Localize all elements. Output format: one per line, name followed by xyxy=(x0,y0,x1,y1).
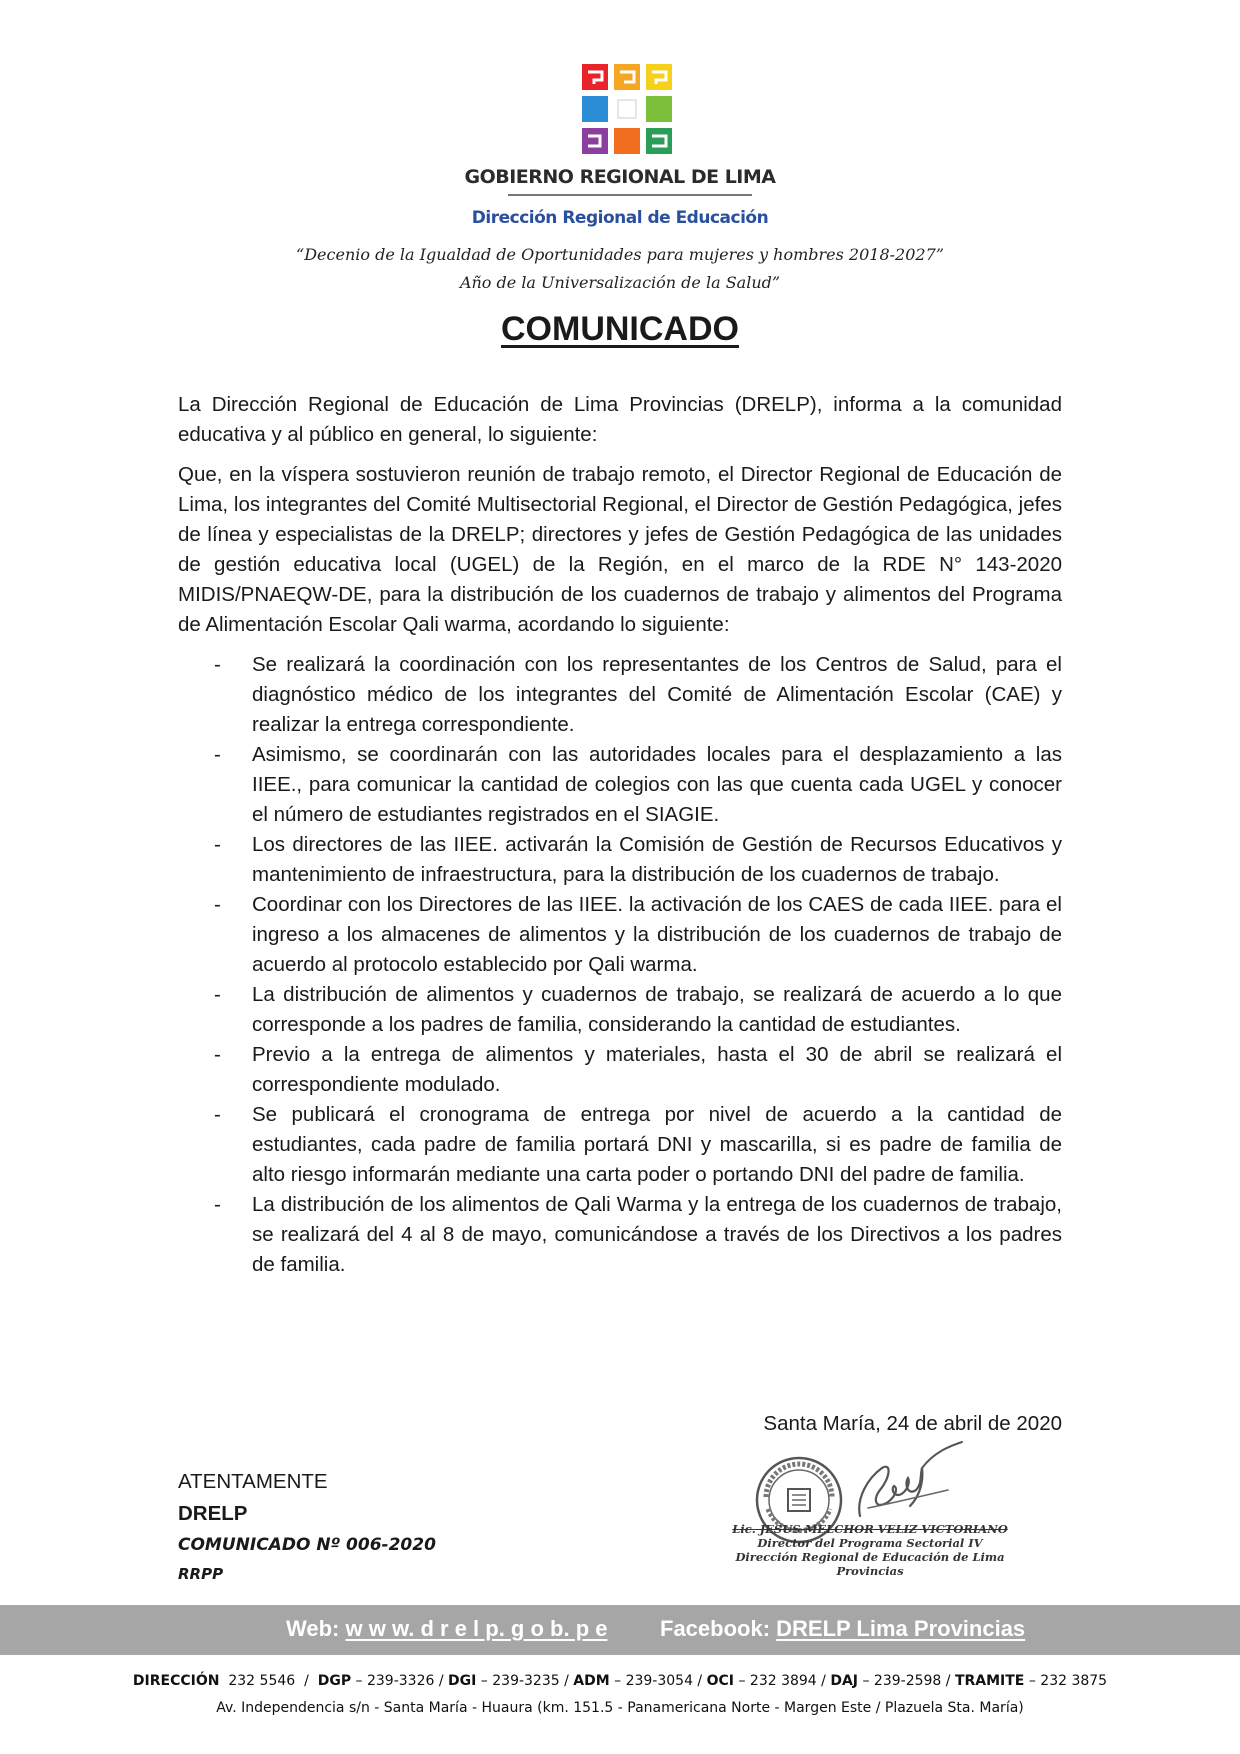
handwritten-signature-icon xyxy=(838,1438,968,1530)
organization-subtitle: Dirección Regional de Educación xyxy=(471,208,769,228)
logo-mosaic-icon xyxy=(582,64,672,154)
bullet-dash: - xyxy=(214,1193,221,1216)
bullet-dash: - xyxy=(214,983,221,1006)
divider xyxy=(508,194,752,196)
signatory-block xyxy=(700,1522,1040,1578)
bullet-dash: - xyxy=(214,653,221,676)
bullet-dash: - xyxy=(214,893,221,916)
phone-directory: DIRECCIÓN 232 5546 / DGP – 239-3326 / DGI – 239-3235 / ADM – 239-3054 / OCI – 232 3894 / DAJ – 239-2598 / TRAMITE – 232 3875 xyxy=(132,1673,1108,1689)
logo-tile xyxy=(582,96,608,122)
list-item: - La distribución de alimentos y cuadernos de trabajo, se realizará de acuerdo a lo que corresponde a los padres de familia, considerando la cantidad de estudiantes. xyxy=(178,980,1062,1040)
web-label: Web: xyxy=(286,1616,340,1641)
intro-paragraph: La Dirección Regional de Educación de Lima Provincias (DRELP), informa a la comunidad educativa y al público en general, lo siguiente: xyxy=(178,393,1062,446)
bullet-dash: - xyxy=(214,743,221,766)
list-item: - Asimismo, se coordinarán con las autoridades locales para el desplazamiento a las IIEE., para comunicar la cantidad de colegios con las que cuenta cada UGEL y conocer el número de estudiantes registrados en el SIAGIE. xyxy=(178,740,1062,830)
regional-government-logo xyxy=(578,60,678,160)
bullet-dash: - xyxy=(214,833,221,856)
list-item: - Se publicará el cronograma de entrega por nivel de acuerdo a la cantidad de estudiantes, cada padre de familia portará DNI y mascarilla, si es padre de familia de alto riesgo informarán mediante una carta poder o portando DNI del padre de familia. xyxy=(178,1100,1062,1190)
logo-tile xyxy=(614,128,640,154)
list-item: - Previo a la entrega de alimentos y materiales, hasta el 30 de abril se realizará el correspondiente modulado. xyxy=(178,1040,1062,1100)
list-item: - Los directores de las IIEE. activarán la Comisión de Gestión de Recursos Educativos y mantenimiento de infraestructura, para la distribución de los cuadernos de trabajo. xyxy=(178,830,1062,890)
logo-tile xyxy=(646,64,672,90)
closing-salutation: ATENTAMENTE xyxy=(178,1470,328,1493)
footer-band xyxy=(0,1605,1240,1655)
sender-name: DRELP xyxy=(178,1502,248,1525)
signatory-role: Director del Programa Sectorial IV xyxy=(757,1536,983,1550)
facebook-label: Facebook: xyxy=(660,1616,771,1641)
organization-name: GOBIERNO REGIONAL DE LIMA xyxy=(464,166,776,188)
list-item: - La distribución de los alimentos de Qali Warma y la entrega de los cuadernos de trabajo, se realizará del 4 al 8 de mayo, comunicándose a través de los Directivos a los padres de familia. xyxy=(178,1190,1062,1280)
list-item: - Coordinar con los Directores de las IIEE. la activación de los CAES de cada IIEE. para el ingreso a los almacenes de alimentos y la distribución de los cuadernos de trabajo de acuerdo al protocolo establecido por Qali warma. xyxy=(178,890,1062,980)
document-date: Santa María, 24 de abril de 2020 xyxy=(763,1412,1062,1435)
footer-address: Av. Independencia s/n - Santa María - Huaura (km. 151.5 - Panamericana Norte - Margen Este / Plazuela Sta. María) xyxy=(216,1700,1024,1716)
footer-web xyxy=(286,1616,607,1642)
motto-line-2: Año de la Universalización de la Salud” xyxy=(459,273,781,292)
motto-line-1: “Decenio de la Igualdad de Oportunidades para mujeres y hombres 2018-2027” xyxy=(296,245,944,264)
facebook-link[interactable]: DRELP Lima Provincias xyxy=(776,1616,1026,1641)
bullet-dash: - xyxy=(214,1103,221,1126)
web-link[interactable]: w w w. d r e l p. g o b. p e xyxy=(345,1616,608,1641)
main-paragraph: Que, en la víspera sostuvieron reunión de trabajo remoto, el Director Regional de Educación de Lima, los integrantes del Comité Multisectorial Regional, el Director de Gestión Pedagógica, jefes de línea y especialistas de la DRELP; directores y jefes de Gestión Pedagógica de las unidades de gestión educativa local (UGEL) de la Región, en el marco de la RDE N° 143-2020 MIDIS/PNAEQW-DE, para la distribución de los cuadernos de trabajo y alimentos del Programa de Alimentación Escolar Qali warma, acordando lo siguiente: xyxy=(178,463,1062,636)
document-title: COMUNICADO xyxy=(501,310,739,348)
list-item: - Se realizará la coordinación con los representantes de los Centros de Salud, para el diagnóstico médico de los integrantes del Comité de Alimentación Escolar (CAE) y realizar la entrega correspondiente. xyxy=(178,650,1062,740)
signatory-name: Lic. JESUS MELCHOR VELIZ VICTORIANO xyxy=(732,1522,1008,1536)
logo-tile xyxy=(614,64,640,90)
agreements-list xyxy=(178,650,1062,1280)
footer-facebook xyxy=(660,1616,1025,1642)
document-body xyxy=(178,390,1062,1280)
signatory-office: Dirección Regional de Educación de Lima Provincias xyxy=(735,1550,1005,1578)
logo-tile xyxy=(582,128,608,154)
reference-number: COMUNICADO Nº 006-2020 xyxy=(178,1535,436,1555)
initials: RRPP xyxy=(178,1565,224,1583)
logo-tile xyxy=(582,64,608,90)
logo-tile xyxy=(646,96,672,122)
logo-tile xyxy=(646,128,672,154)
bullet-dash: - xyxy=(214,1043,221,1066)
